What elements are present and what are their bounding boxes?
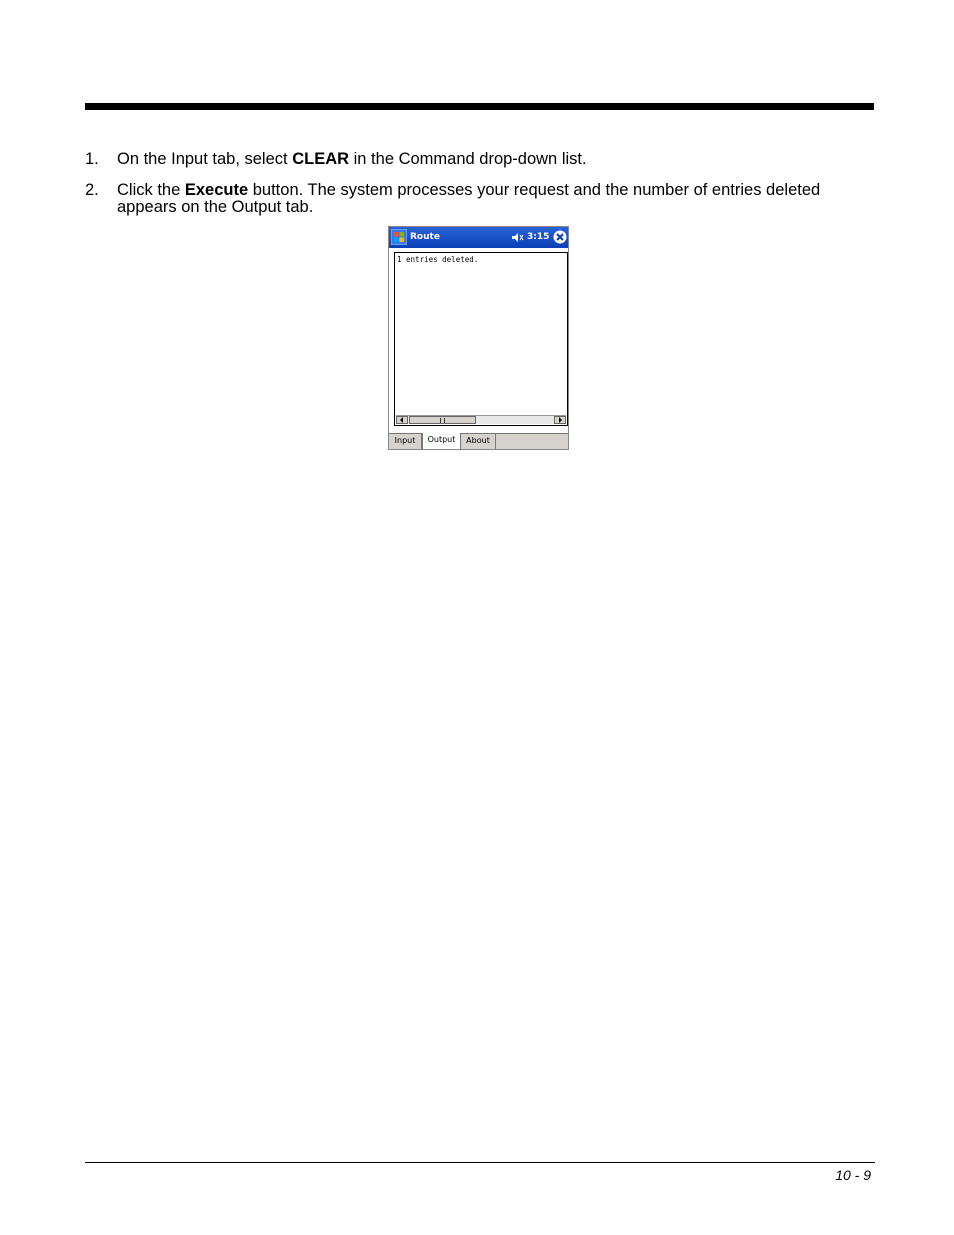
step-bold-term: CLEAR	[292, 150, 350, 168]
scroll-right-button[interactable]	[554, 416, 566, 424]
arrow-left-icon	[397, 417, 407, 423]
tab-about[interactable]: About	[461, 434, 496, 449]
header-rule	[85, 103, 874, 110]
step-text-part: in the Command drop-down list.	[349, 150, 587, 168]
tab-bar	[389, 433, 568, 449]
window-title: Route	[410, 232, 440, 242]
title-bar	[389, 227, 568, 248]
client-area	[389, 248, 568, 433]
clock[interactable]: 3:15	[527, 232, 550, 242]
step-text-part: Click the	[117, 181, 185, 199]
pocket-pc-screenshot	[388, 226, 569, 450]
step-text	[117, 151, 877, 168]
grip-icon	[440, 418, 445, 423]
tab-output[interactable]: Output	[422, 433, 461, 449]
arrow-right-icon	[555, 417, 565, 423]
step-number: 2.	[85, 181, 99, 199]
step-text-part: On the Input tab, select	[117, 150, 293, 168]
horizontal-scrollbar[interactable]	[396, 415, 566, 424]
tab-input[interactable]: Input	[389, 434, 422, 449]
windows-start-icon[interactable]	[391, 229, 407, 245]
page-number: 10 - 9	[835, 1167, 871, 1183]
scroll-left-button[interactable]	[396, 416, 408, 424]
step-text	[117, 182, 877, 216]
output-text: 1 entries deleted.	[397, 255, 479, 264]
scroll-thumb[interactable]	[409, 416, 476, 424]
speaker-icon[interactable]	[512, 232, 524, 243]
step-bold-term: Execute	[184, 181, 249, 199]
step-number: 1.	[85, 150, 99, 168]
close-icon[interactable]	[553, 230, 567, 244]
output-textbox[interactable]	[394, 252, 568, 426]
step-text-part: button. The system processes your request and the number of entries deleted appears on the Output tab.	[117, 181, 821, 216]
footer-rule	[85, 1162, 875, 1163]
